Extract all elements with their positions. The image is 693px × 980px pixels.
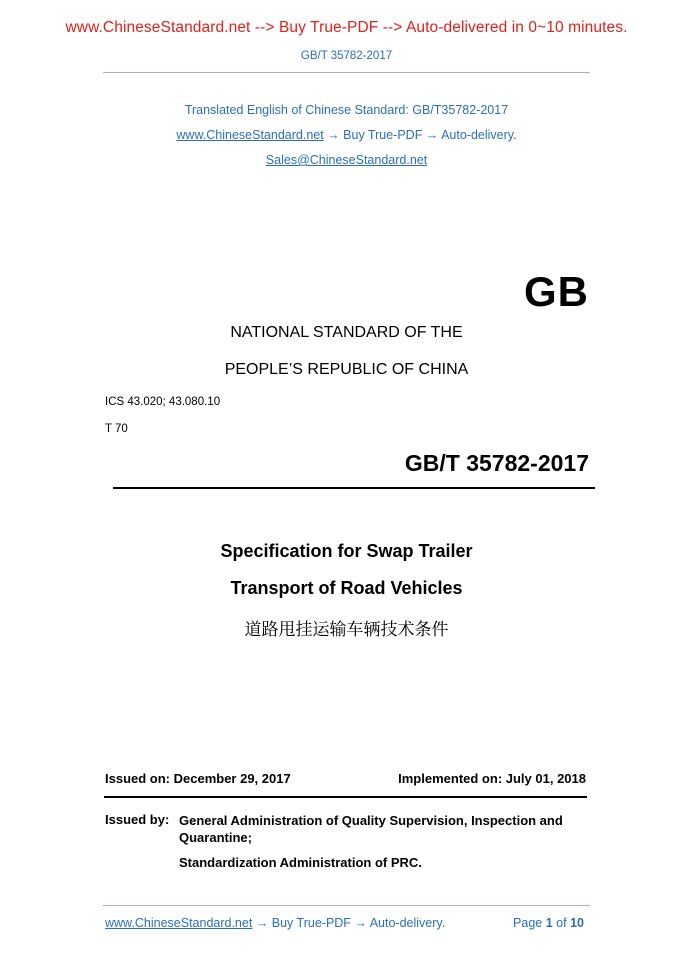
gb-mark: GB (524, 268, 589, 315)
title-line2: Transport of Road Vehicles (230, 578, 463, 598)
footer-site-link[interactable]: www.ChineseStandard.net (105, 916, 253, 930)
header-doc-code: GB/T 35782-2017 (300, 50, 393, 62)
translation-site-line (0, 128, 693, 142)
translation-note: Translated English of Chinese Standard: GB/T35782-2017 (184, 103, 509, 117)
email-line (0, 153, 693, 167)
dates-divider (104, 796, 587, 798)
page-indicator (513, 916, 584, 930)
buy-delivery-text: → Buy True-PDF → Auto-delivery. (323, 128, 517, 142)
title-chinese: 道路甩挂运输车辆技术条件 (244, 620, 449, 640)
email-link[interactable]: Sales@ChineseStandard.net (265, 153, 428, 167)
page-current: 1 (545, 916, 553, 930)
header-divider (103, 72, 590, 73)
title-line1: Specification for Swap Trailer (220, 541, 473, 561)
footer-links (105, 916, 445, 930)
footer-divider (103, 905, 590, 906)
national-standard-line1: NATIONAL STANDARD OF THE (230, 324, 463, 341)
classification-code: T 70 (105, 423, 128, 435)
top-banner-link[interactable]: www.ChineseStandard.net --> Buy True-PDF --> Auto-delivered in 0~10 minutes. (65, 19, 628, 36)
code-divider (113, 487, 595, 489)
issued-on-date: Issued on: December 29, 2017 (105, 771, 291, 786)
ics-code: ICS 43.020; 43.080.10 (105, 396, 221, 408)
issued-by-aqsiq: General Administration of Quality Supervision, Inspection and Quarantine; (179, 813, 563, 845)
page-label: Page (513, 916, 543, 930)
national-standard-line2: PEOPLE’S REPUBLIC OF CHINA (224, 361, 469, 378)
footer-buy-text: → Buy True-PDF → Auto-delivery. (252, 916, 446, 930)
issued-by-label: Issued by: (105, 812, 170, 827)
issued-by-sac: Standardization Administration of PRC. (179, 855, 422, 870)
page-of: of (556, 916, 567, 930)
implemented-on-date: Implemented on: July 01, 2018 (398, 771, 586, 786)
site-link[interactable]: www.ChineseStandard.net (176, 128, 324, 142)
standard-code: GB/T 35782-2017 (404, 450, 589, 476)
page-total: 10 (570, 916, 584, 930)
